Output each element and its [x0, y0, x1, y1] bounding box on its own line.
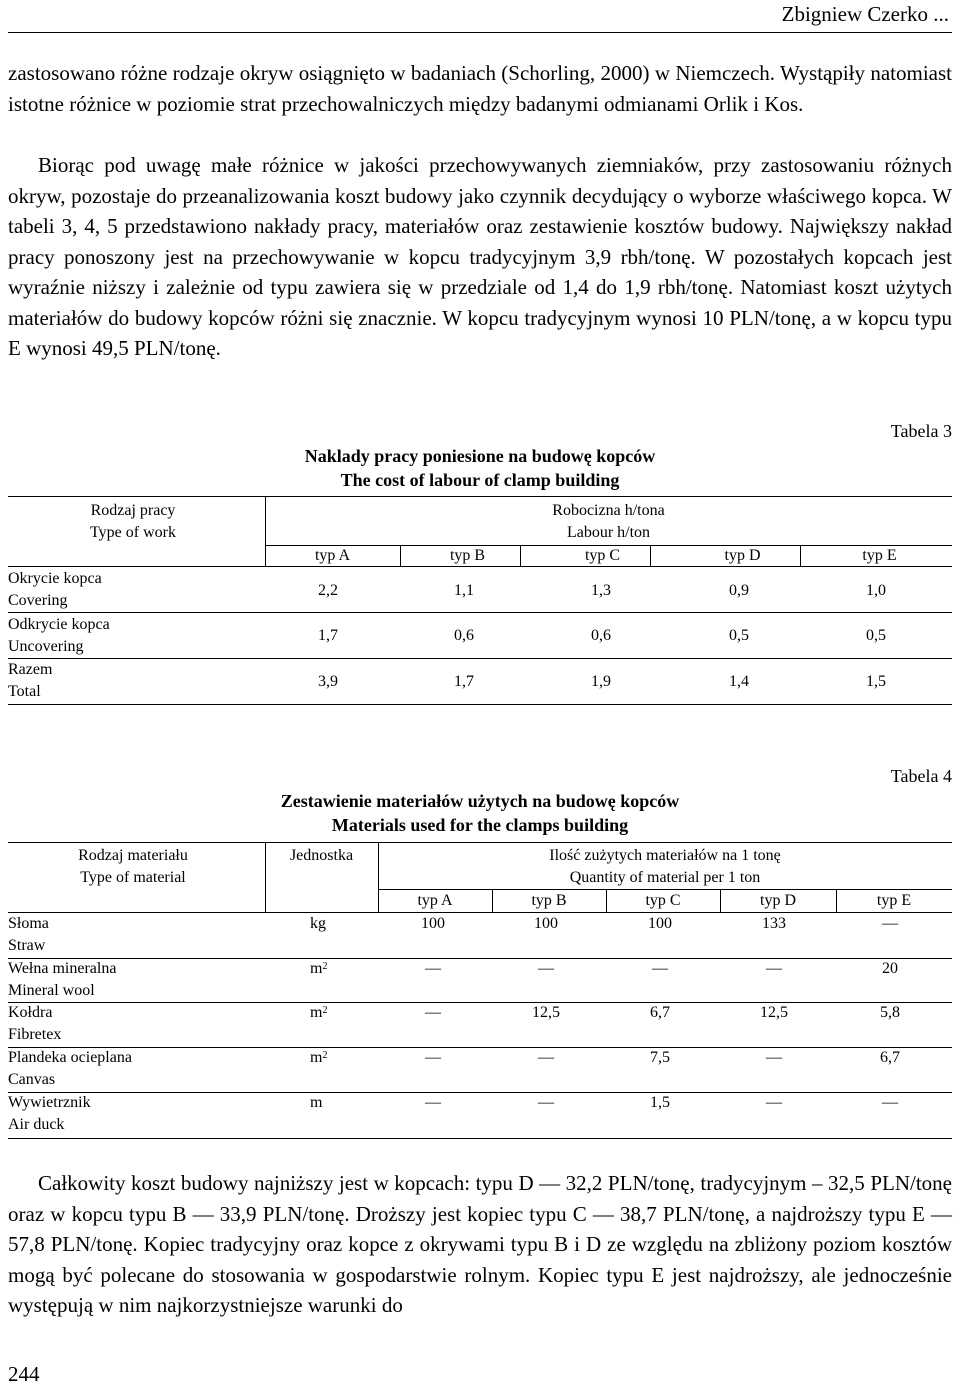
table-4-row-3-a: — — [425, 1004, 441, 1021]
table-4-row-4-pl: Plandeka ocieplana — [8, 1049, 132, 1066]
table-4-row-5-b: — — [538, 1094, 554, 1111]
table-4-row-3-pl: Kołdra — [8, 1004, 53, 1021]
table-4-row-1-e: — — [882, 915, 898, 932]
table-4-row-4-e: 6,7 — [880, 1049, 900, 1066]
table-3-row-1-pl: Okrycie kopca — [8, 570, 102, 587]
table-4-row-4-c: 7,5 — [650, 1049, 670, 1066]
table-3-label: Tabela 3 — [890, 421, 952, 441]
table-3-row-2-b: 0,6 — [454, 627, 474, 644]
table-4-row-3-c: 6,7 — [650, 1004, 670, 1021]
table-3-row-rule-2 — [8, 658, 952, 659]
table-3-row-3-c: 1,9 — [591, 673, 611, 690]
table-3-row-3-en: Total — [8, 683, 41, 700]
table-4-row-2-c: — — [652, 960, 668, 977]
header-rule — [8, 32, 952, 33]
table-4-row-5-c: 1,5 — [650, 1094, 670, 1111]
table-4-bottom-rule — [8, 1138, 952, 1139]
table-3-type-c: typ C — [584, 547, 621, 564]
table-4-row-5-d: — — [766, 1094, 782, 1111]
table-4-row-4-unit: $m^2$ — [310, 1049, 328, 1066]
table-4-row-1-d: 133 — [762, 915, 786, 932]
table-3-col0-pl: Rodzaj pracy — [90, 502, 176, 519]
table-3-top-rule — [8, 496, 952, 497]
table-3-row-3-a: 3,9 — [318, 673, 338, 690]
table-4-row-5-unit: m — [310, 1094, 323, 1111]
table-4-col0-pl: Rodzaj materiału — [78, 847, 188, 864]
table-4-row-5-e: — — [882, 1094, 898, 1111]
table-3-caption-pl: Naklady pracy poniesione na budowę kopców — [304, 446, 656, 466]
table-4-row-4-b: — — [538, 1049, 554, 1066]
table-3-row-1-a: 2,2 — [318, 582, 338, 599]
table-4-caption-en: Materials used for the clamps building — [331, 815, 629, 835]
table-4-row-2-pl: Wełna mineralna — [8, 960, 117, 977]
table-3-type-e: typ E — [862, 547, 897, 564]
table-4-row-5-a: — — [425, 1094, 441, 1111]
table-4-row-2-en: Mineral wool — [8, 982, 95, 999]
table-3-header-rule — [8, 566, 952, 567]
table-3-row-rule-1 — [8, 612, 952, 613]
table-4-row-2-e: 20 — [882, 960, 898, 977]
table-4-row-5-pl: Wywietrznik — [8, 1094, 91, 1111]
table-3-row-3-e: 1,5 — [866, 673, 886, 690]
table-4-row-1-b: 100 — [534, 915, 558, 932]
table-4-row-3-en: Fibretex — [8, 1026, 62, 1043]
page-number: 244 — [8, 1362, 40, 1386]
table-3-row-2-en: Uncovering — [8, 638, 84, 655]
table-4-type-a: typ A — [417, 892, 453, 909]
table-4-qty-en: Quantity of material per 1 ton — [569, 869, 761, 886]
table-3-type-a: typ A — [314, 547, 351, 564]
table-3-bottom-rule — [8, 704, 952, 705]
table-3-row-2-d: 0,5 — [729, 627, 749, 644]
table-4-row-1-en: Straw — [8, 937, 46, 954]
table-4-label: Tabela 4 — [890, 766, 952, 786]
table-4-type-e: typ E — [876, 892, 912, 909]
table-3-row-3-d: 1,4 — [729, 673, 749, 690]
table-4-row-1-pl: Słoma — [8, 915, 49, 932]
table-3-row-1-c: 1,3 — [591, 582, 611, 599]
table-4-col1: Jednostka — [289, 847, 354, 864]
table-4-type-d: typ D — [760, 892, 796, 909]
paragraph-3-text: Całkowity koszt budowy najniższy jest w kopcach: typu D — 32,2 PLN/tonę, tradycyjnym – 32,5 PLN/tonę oraz w kopcu typu B — 33,9 PLN/tonę. Droższy jest kopiec typu C — 38,7 PLN/tonę, a najdroższy typu E — 57,8 PLN/tonę. Kopiec tradycyjny oraz kopce z okrywami typu B i D ze względu na zbliżony poziom kosztów mogą być polecane do stosowania w gospodarstwie rolnym. Kopiec typu E jest najdroższy, ale jednocześnie występują w nim najkorzystniejsze warunki do — [8, 1171, 952, 1317]
table-3-row-1-en: Covering — [8, 592, 68, 609]
table-4-row-3-b: 12,5 — [532, 1004, 560, 1021]
table-4-col0-en: Type of material — [80, 869, 186, 886]
table-3-type-b: typ B — [449, 547, 486, 564]
table-4-top-rule — [8, 842, 952, 843]
table-4-row-4-a: — — [425, 1049, 441, 1066]
table-3-col0-en: Type of work — [90, 524, 176, 541]
table-4-row-3-unit: $m^2$ — [310, 1004, 328, 1021]
table-4-qty-pl: Ilość zużytych materiałów na 1 tonę — [549, 847, 781, 864]
table-3-unit-en: Labour h/ton — [566, 524, 651, 541]
table-4-row-1-c: 100 — [648, 915, 672, 932]
table-4-row-3-e: 5,8 — [880, 1004, 900, 1021]
table-4-row-4-d: — — [766, 1049, 782, 1066]
table-3-row-2-e: 0,5 — [866, 627, 886, 644]
table-3-row-1-e: 1,0 — [866, 582, 886, 599]
table-4-row-1-unit: kg — [310, 915, 326, 932]
table-4-row-2-a: — — [425, 960, 441, 977]
paragraph-1: zastosowano różne rodzaje okryw osiągnięto w badaniach (Schorling, 2000) w Niemczech. Wystąpiły natomiast istotne różnice w poziomie strat przechowalniczych między badanymi odmianami Orlik i Kos. — [8, 61, 952, 116]
table-4-row-2-d: — — [766, 960, 782, 977]
table-4-type-b: typ B — [531, 892, 567, 909]
table-4-caption-pl: Zestawienie materiałów użytych na budowę kopców — [280, 791, 680, 811]
table-3-row-2-c: 0,6 — [591, 627, 611, 644]
table-3-unit-pl: Robocizna h/tona — [552, 502, 665, 519]
table-4-row-2-b: — — [538, 960, 554, 977]
table-4-row-3-d: 12,5 — [760, 1004, 788, 1021]
table-3-row-2-a: 1,7 — [318, 627, 338, 644]
paragraph-2-text: Biorąc pod uwagę małe różnice w jakości przechowywanych ziemniaków, przy zastosowaniu różnych okryw, pozostaje do przeanalizowania koszt budowy jako czynnik decydujący o wyborze właściwego kopca. W tabeli 3, 4, 5 przedstawiono nakłady pracy, materiałów oraz zestawienie kosztów budowy. Największy nakład pracy ponoszony jest na przechowywanie w kopcu tradycyjnym 3,9 rbh/tonę. W pozostałych kopcach jest wyraźnie niższy i zależnie od typu zawiera się w przedziale od 1,4 do 1,9 rbh/tonę. Natomiast koszt użytych materiałów do budowy kopców różni się znacznie. W kopcu tradycyjnym wynosi 10 PLN/tonę, a w kopcu typu E wynosi 49,5 PLN/tonę. — [8, 153, 952, 360]
table-3-type-d: typ D — [724, 547, 761, 564]
table-3-row-1-b: 1,1 — [454, 582, 474, 599]
table-3-row-3-b: 1,7 — [454, 673, 474, 690]
paragraph-2 — [8, 150, 952, 364]
table-4-row-1-a: 100 — [421, 915, 445, 932]
table-3-row-1-d: 0,9 — [729, 582, 749, 599]
table-4-type-c: typ C — [645, 892, 681, 909]
table-4-row-5-en: Air duck — [8, 1116, 65, 1133]
table-3-caption-en: The cost of labour of clamp building — [340, 470, 620, 490]
table-4-row-4-en: Canvas — [8, 1071, 56, 1088]
table-4-row-2-unit: $m^2$ — [310, 960, 328, 977]
table-3-row-3-pl: Razem — [8, 661, 53, 678]
table-3-row-2-pl: Odkrycie kopca — [8, 616, 110, 633]
running-header: Zbigniew Czerko ... — [781, 2, 949, 26]
paragraph-3 — [8, 1168, 952, 1321]
